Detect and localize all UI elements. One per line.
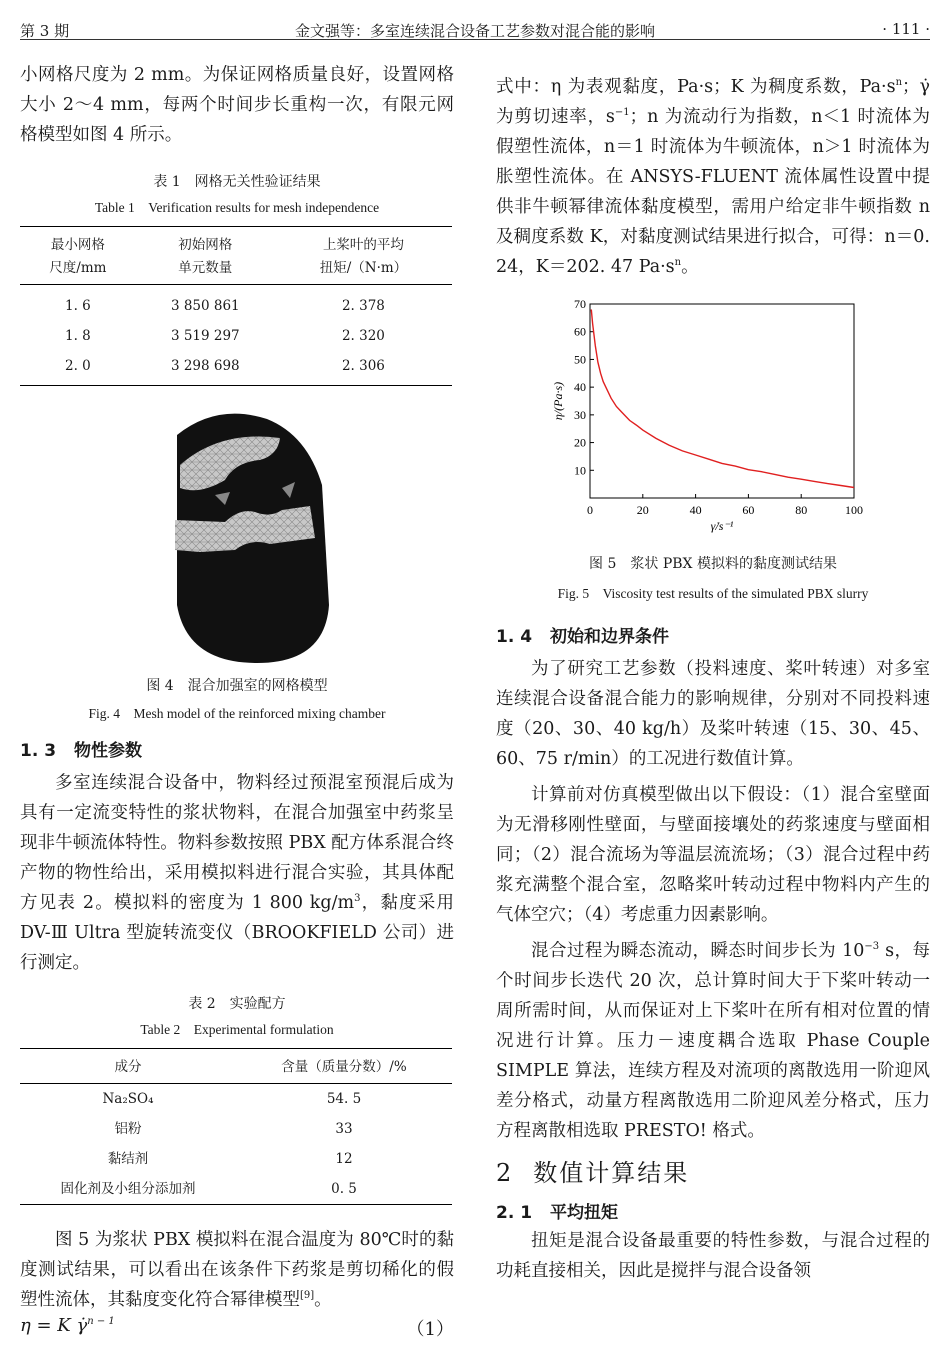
- table-cell: 黏结剂: [107, 1151, 149, 1167]
- viscosity-chart: [496, 296, 930, 536]
- table-row: [20, 351, 452, 386]
- table1-header: 最小网格 尺度/mm: [20, 227, 136, 285]
- table2-caption-cn: 表 2 实验配方: [188, 996, 286, 1012]
- fig5-description-paragraph: 图 5 为浆状 PBX 模拟料在混合温度为 80℃时的黏度测试结果，可以看出在该条件下药浆是剪切稀化的假塑性流体，其黏度变化符合幂律模型[9]。: [20, 1230, 454, 1310]
- section-2-1-heading: 2. 1 平均扭矩: [496, 1203, 619, 1223]
- table-cell: 2. 0: [20, 351, 136, 386]
- equation-number: （1）: [406, 1319, 454, 1340]
- running-header: [20, 8, 930, 40]
- y-tick-label: 10: [574, 463, 586, 478]
- table-cell: 固化剂及小组分添加剂: [20, 1174, 236, 1205]
- table-cell: 3 850 861: [170, 298, 240, 314]
- section-2-1-paragraph: 扭矩是混合设备最重要的特性参数，与混合过程的功耗直接相关，因此是搅拌与混合设备领: [496, 1231, 930, 1281]
- table2: [20, 1048, 452, 1205]
- table-cell: Na₂SO₄: [102, 1091, 154, 1107]
- y-tick-label: 60: [574, 324, 586, 339]
- fig5-caption-en: Fig. 5 Viscosity test results of the simulated PBX slurry: [557, 586, 869, 601]
- equation-1: η = K γ̇$^{n - 1}$ （1）: [20, 1315, 454, 1340]
- definitions-paragraph: 式中：η 为表观黏度，Pa·s；K 为稠度系数，$Pa\cdot s^n$；γ̇ 为剪切速率，$s^{-1}$；n 为流动行为指数，n＜1 时流体为假塑性流体，n＝1 时流体为牛顿流体，n＞1 时流体为胀塑性流体。在 ANSYS-FLUENT 流体属性设置中提供非牛顿幂律流体黏度模型，需用户给定非牛顿指数 n 及稠度系数 K，对黏度测试结果进行拟合，可得：n＝0. 24，K＝202. 47 $Pa\cdot s^n$。: [496, 77, 930, 277]
- x-tick-label: 20: [636, 503, 649, 517]
- table-cell: 33: [335, 1121, 353, 1137]
- figure4-mesh-image: [20, 410, 454, 668]
- plot-frame: [590, 304, 854, 498]
- table1-caption-cn: 表 1 网格无关性验证结果: [153, 174, 321, 190]
- x-tick-label: 0: [587, 503, 593, 517]
- table-cell: 2. 378: [341, 298, 385, 314]
- table-row: [20, 1174, 452, 1205]
- figure5-chart: [496, 296, 930, 536]
- issue-number: 第 3 期: [20, 22, 70, 40]
- table2-header: 含量（质量分数）/%: [236, 1049, 452, 1084]
- section-2-heading: 2 数值计算结果: [496, 1159, 690, 1187]
- x-tick-label: 80: [795, 503, 808, 517]
- section-1-4-heading: 1. 4 初始和边界条件: [496, 627, 670, 647]
- table2-caption-en: Table 2 Experimental formulation: [140, 1022, 334, 1037]
- x-tick-label: 100: [845, 503, 863, 517]
- table-row: [20, 1144, 452, 1174]
- y-tick-label: 30: [574, 407, 586, 422]
- fig5-caption-cn: 图 5 浆状 PBX 模拟料的黏度测试结果: [589, 556, 837, 572]
- y-tick-label: 50: [574, 352, 586, 367]
- section-1-3-paragraph: 多室连续混合设备中，物料经过预混室预混后成为具有一定流变特性的浆状物料，在混合加强室中药浆呈现非牛顿流体特性。物料参数按照 PBX 配方体系混合终产物的物性给出，采用模拟料进行混合实验，其具体配方见表 2。模拟料的密度为 1 800 $kg/m^3$，黏度采用 DV-Ⅲ Ultra 型旋转流变仪（BROOKFIELD 公司）进行测定。: [20, 773, 455, 973]
- table-row: [20, 321, 452, 351]
- right-column: [496, 72, 930, 1286]
- table1-header: 初始网格 单元数量: [136, 227, 275, 285]
- y-tick-label: 40: [574, 380, 586, 395]
- table-cell: 2. 306: [275, 351, 452, 386]
- table-cell: 2. 320: [341, 328, 385, 344]
- section-1-4-paragraph-1: 为了研究工艺参数（投料速度、桨叶转速）对多室连续混合设备混合能力的影响规律，分别对不同投料速度（20、30、40 kg/h）及桨叶转速（15、30、45、60、75 r/min）的工况进行数值计算。: [496, 659, 930, 769]
- running-title: 金文强等：多室连续混合设备工艺参数对混合能的影响: [294, 22, 655, 40]
- table-cell: 1. 8: [64, 328, 91, 344]
- table2-header: 成分: [20, 1049, 236, 1084]
- page-number: · 111 ·: [882, 20, 930, 38]
- table-cell: 3 298 698: [136, 351, 275, 386]
- x-axis-label: γ̇/s⁻¹: [710, 519, 734, 533]
- section-1-4-paragraph-2: 计算前对仿真模型做出以下假设：（1）混合室壁面为无滑移刚性壁面，与壁面接壤处的药浆速度与壁面相同；（2）混合流场为等温层流流场；（3）混合过程中药浆充满整个混合室，忽略桨叶转动过程中物料内产生的气体空穴；（4）考虑重力因素影响。: [496, 785, 930, 925]
- table-cell: 54. 5: [326, 1091, 362, 1107]
- left-column: [20, 60, 454, 1345]
- table-cell: 12: [335, 1151, 353, 1167]
- mesh-model-graphic: [20, 410, 454, 668]
- table1: [20, 226, 452, 386]
- intro-paragraph: 小网格尺度为 2 mm。为保证网格质量良好，设置网格大小 2～4 mm，每两个时间步长重构一次，有限元网格模型如图 4 所示。: [20, 65, 454, 145]
- table-row: [20, 1084, 452, 1115]
- x-tick-label: 40: [689, 503, 702, 517]
- table1-header: 上桨叶的平均 扭矩/（N·m）: [275, 227, 452, 285]
- fig4-caption-cn: 图 4 混合加强室的网格模型: [146, 678, 328, 694]
- y-axis-label: η/(Pa·s): [551, 381, 565, 421]
- viscosity-series-line: [591, 310, 854, 488]
- y-tick-label: 20: [574, 435, 586, 450]
- table-row: [20, 285, 452, 322]
- fig4-caption-en: Fig. 4 Mesh model of the reinforced mixing chamber: [88, 706, 386, 721]
- table-cell: 3 519 297: [170, 328, 240, 344]
- table-cell: 0. 5: [236, 1174, 452, 1205]
- table-cell: 1. 6: [64, 298, 91, 314]
- y-tick-label: 70: [574, 297, 586, 311]
- section-1-4-paragraph-3: 混合过程为瞬态流动，瞬态时间步长为 $10^{-3}$ s，每个时间步长迭代 20 次，总计算时间大于下桨叶转动一周所需时间，从而保证对上下桨叶在所有相对位置的情况进行计算。压力－速度耦合选取 Phase Couple SIMPLE 算法，连续方程及对流项的离散选用一阶迎风差分格式，动量方程离散选用二阶迎风差分格式，压力方程离散相选取 PRESTO! 格式。: [496, 941, 930, 1141]
- section-1-3-heading: 1. 3 物性参数: [20, 741, 143, 761]
- table1-caption-en: Table 1 Verification results for mesh independence: [94, 200, 380, 215]
- table-row: [20, 1114, 452, 1144]
- x-tick-label: 60: [742, 503, 755, 517]
- table-cell: 铝粉: [114, 1121, 142, 1137]
